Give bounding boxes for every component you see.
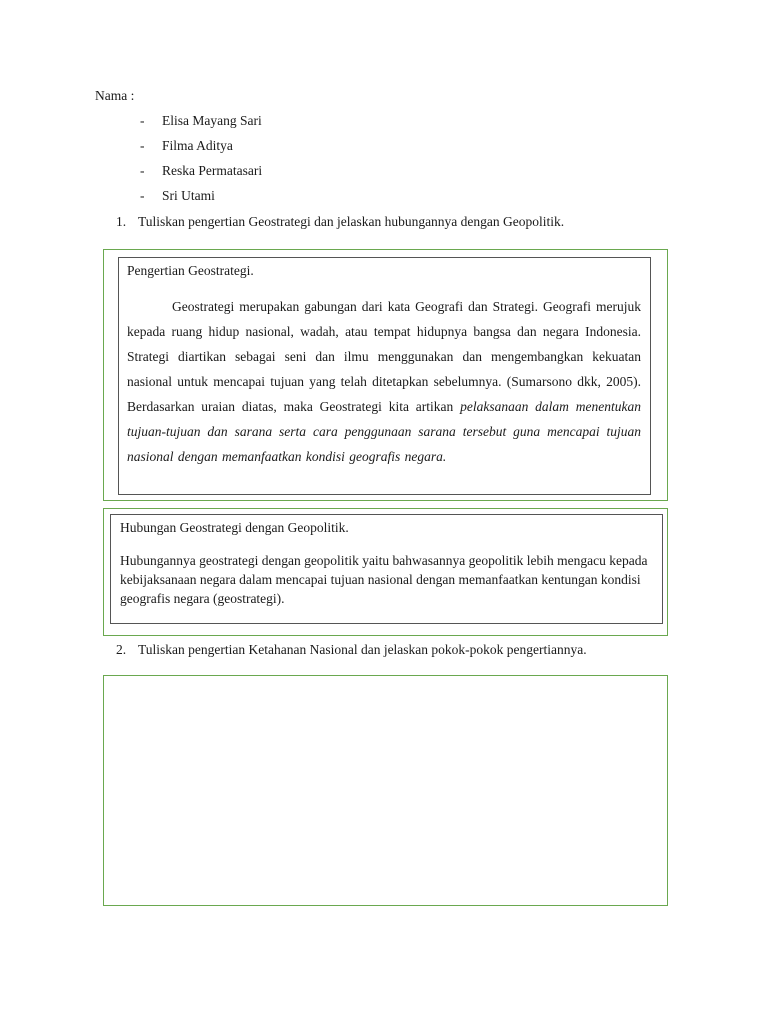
answer-1-box	[118, 257, 651, 495]
question-number: 2.	[116, 642, 127, 657]
answer-2-title: Hubungan Geostrategi dengan Geopolitik.	[120, 520, 349, 535]
member-name: Sri Utami	[162, 188, 215, 203]
list-dash: -	[140, 163, 145, 178]
answer-1-text: Geostrategi merupakan gabungan dari kata Geografi dan Strategi. Geografi merujuk kepada ruang hidup nasional, wadah, atau tempat hidupnya bangsa dan negara Indonesia. Strategi diartikan sebagai seni dan ilmu menggunakan dan mengembangkan kekuatan nasional untuk mencapai tujuan yang telah ditetapkan sebelumnya. (Sumarsono dkk, 2005). Berdasarkan uraian diatas, maka Geostrategi kita artikan	[127, 299, 641, 414]
nama-label: Nama :	[95, 88, 135, 103]
answer-3-empty-box[interactable]	[103, 675, 668, 906]
answer-2-paragraph: Hubungannya geostrategi dengan geopolitik yaitu bahwasannya geopolitik lebih mengacu kepada kebijaksanaan negara dalam mencapai tujuan nasional dengan memanfaatkan kentungan kondisi geografis negara (geostrategi).	[120, 553, 648, 606]
member-name: Elisa Mayang Sari	[162, 113, 262, 128]
question-number: 1.	[116, 214, 127, 229]
answer-2-box	[110, 514, 663, 624]
list-dash: -	[140, 138, 145, 153]
question-text: Tuliskan pengertian Geostrategi dan jelaskan hubungannya dengan Geopolitik.	[138, 214, 565, 229]
answer-1-title: Pengertian Geostrategi.	[127, 263, 254, 278]
answer-1-italic-text: pelaksanaan dalam menentukan tujuan-tujuan dan sarana serta cara penggunaan sarana tersebut guna mencapai tujuan nasional dengan memanfaatkan kondisi geografis negara.	[127, 399, 641, 464]
question-text: Tuliskan pengertian Ketahanan Nasional dan jelaskan pokok-pokok pengertiannya.	[138, 642, 587, 657]
member-name: Filma Aditya	[162, 138, 233, 153]
list-dash: -	[140, 188, 145, 203]
list-dash: -	[140, 113, 145, 128]
member-name: Reska Permatasari	[162, 163, 263, 178]
answer-1-paragraph	[127, 294, 641, 469]
